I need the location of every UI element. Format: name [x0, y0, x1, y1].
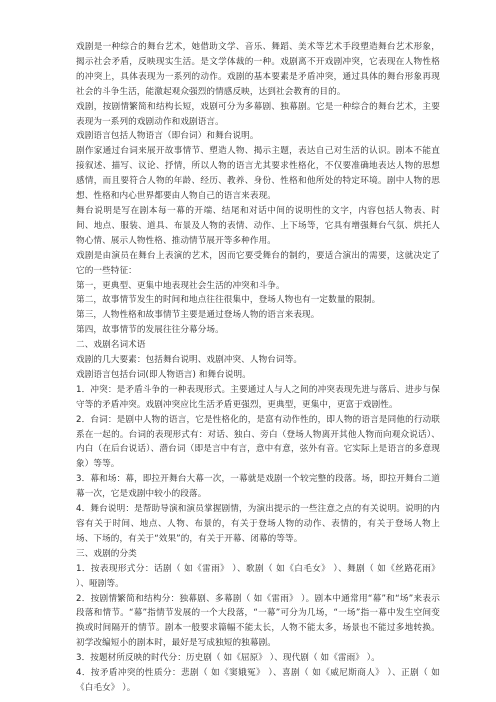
paragraph: 戏剧，按剧情繁简和结构长短，戏剧可分为多幕剧、独幕剧。它是一种综合的舞台艺术，主要表现为一系列的戏剧动作和戏剧语言。 [76, 101, 440, 127]
document-body [76, 40, 440, 696]
list-item: 第三，人物性格和故事情节主要是通过登场人物的语言来表现。 [76, 310, 320, 321]
paragraph: 戏剧语言包括人物语言（即台词）和舞台说明。 [76, 131, 259, 142]
list-item: 1．按表现形式分：话剧（ 如《雷雨》 ）、歌剧（ 如《白毛女》 ）、舞剧（ 如《丝路花雨》 ）、哑剧等。 [76, 563, 440, 589]
paragraph: 戏剧是由演员在舞台上表演的艺术，因而它要受舞台的制约，要适合演出的需要，这就决定了它的一些特征： [76, 250, 440, 276]
list-item: 第一，更典型、更集中地表现社会生活的冲突和斗争。 [76, 280, 285, 291]
paragraph: 戏剧是一种综合的舞台艺术，她借助文学、音乐、舞蹈、美术等艺术手段塑造舞台艺术形象，揭示社会矛盾，反映现实生活。是文学体裁的一种。戏剧离不开戏剧冲突，它表现在人物性格的冲突上，具体表现为一系列的动作。戏剧的基本要素是矛盾冲突，通过具体的舞台形象再现社会的斗争生活，能激起观众强烈的情感反映，达到社会教育的目的。 [76, 42, 440, 97]
list-item: 1．冲突：是矛盾斗争的一种表现形式。主要通过人与人之间的冲突表现先进与落后、进步与保守等的矛盾冲突。戏剧冲突应比生活矛盾更强烈，更典型，更集中，更富于戏剧性。 [76, 384, 440, 410]
paragraph: 戏剧语言包括台词(即人物语言) 和舞台说明。 [76, 369, 251, 380]
section-heading: 二、戏剧名词术语 [76, 340, 146, 351]
list-item: 4．按矛盾冲突的性质分：悲剧（ 如《窦娥冤》 ）、喜剧（ 如《威尼斯商人》 ）、正剧（ 如《白毛女》 ）。 [76, 668, 440, 693]
list-item: 第四，故事情节的发展往往分幕分场。 [76, 325, 224, 336]
list-item: 4．舞台说明：是帮助导演和演员掌握剧情，为演出提示的一些注意之点的有关说明。说明的内容有关于时间、地点、人物、布景的，有关于登场人物的动作、表情的，有关于登场人物上场、下场的，有关于“效果”的，有关于开幕、闭幕的等等。 [76, 504, 440, 544]
section-heading: 三、戏剧的分类 [76, 548, 137, 559]
list-item: 第二，故事情节发生的时间和地点往往很集中，登场人物也有一定数量的限制。 [76, 295, 381, 306]
list-item: 2．台词：是剧中人物的语言，它是性格化的，是富有动作性的，即人物的语言是同他的行动联系在一起的。台词的表现形式有：对话、独白、旁白（登场人物离开其他人物而向观众说话）、内白（在后台说话）、潜台词（即是言中有言，意中有意，弦外有音。它实际上是语言的多意现象）等等。 [76, 414, 440, 470]
list-item: 3．按题材所反映的时代分：历史剧（ 如《屈原》 ）、现代剧（ 如《雷雨》 ）。 [76, 653, 380, 664]
list-item: 3．幕和场：幕，即拉开舞台大幕一次，一幕就是戏剧一个较完整的段落。场，即拉开舞台二道幕一次，它是戏剧中较小的段落。 [76, 474, 440, 500]
list-item: 2．按剧情繁简和结构分：独幕剧、多幕剧（ 如《雷雨》 ）。剧本中通常用“幕”和“场”来表示段落和情节。“幕”指情节发展的一个大段落，“一幕”可分为几场，“一场”指一幕中发生空间变换或时间隔开的情节。剧本一般要求篇幅不能太长，人物不能太多，场景也不能过多地转换。初学改编短小的剧本时，最好是写成独短的独幕剧。 [76, 593, 440, 649]
paragraph: 剧作家通过台词来展开故事情节、塑造人物、揭示主题，表达自己对生活的认识。剧本不能直接叙述、描写、议论、抒情，所以人物的语言尤其要求性格化，不仅要准确地表达人物的思想感情，而且要符合人物的年龄、经历、教养、身份、性格和他所处的特定环境。剧中人物的思想、性格和内心世界都要由人物自己的语言来表现。 [76, 146, 440, 202]
paragraph: 戏剧的几大要素：包括舞台说明、戏剧冲突、人物台词等。 [76, 355, 303, 366]
paragraph: 舞台说明是写在剧本每一幕的开端、结尾和对话中间的说明性的文字，内容包括人物表、时间、地点、服装、道具、布景及人物的表情、动作、上下场等，它具有增强舞台气氛、烘托人物心情、展示人物性格、推动情节展开等多种作用。 [76, 205, 440, 246]
